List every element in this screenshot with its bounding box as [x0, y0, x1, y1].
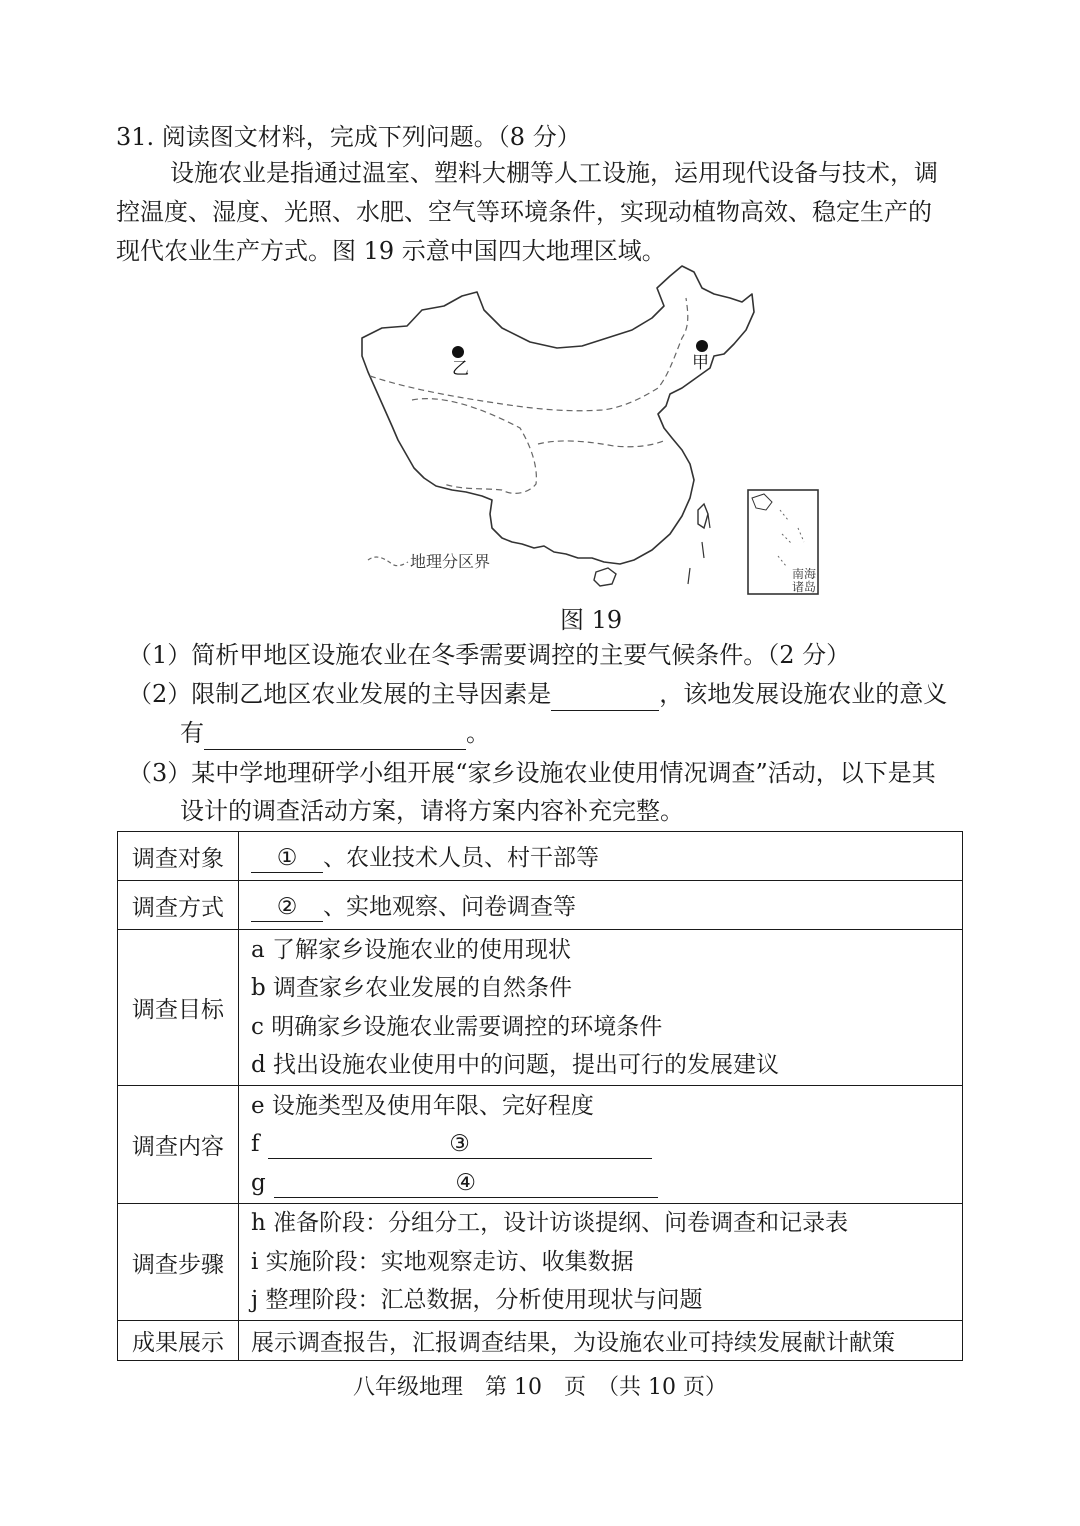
subquestion-2-part-a: （2）限制乙地区农业发展的主导因素是: [128, 680, 552, 708]
step-h: h 准备阶段：分组分工，设计访谈提纲、问卷调查和记录表: [251, 1210, 849, 1237]
point-yi-marker: [452, 346, 464, 358]
goal-a: a 了解家乡设施农业的使用现状: [251, 936, 572, 963]
table-row: [118, 832, 963, 881]
china-map: [352, 258, 822, 598]
table-row: [118, 1086, 963, 1204]
row-content: [239, 881, 963, 930]
inset-dashes: [778, 510, 804, 566]
row-text: 、实地观察、问卷调查等: [323, 894, 576, 920]
answer-blank-significance[interactable]: [204, 723, 466, 750]
goal-c: c 明确家乡设施农业需要调控的环境条件: [251, 1013, 663, 1040]
page-footer: 八年级地理 第 10 页 （共 10 页）: [353, 1375, 727, 1400]
answer-blank-2[interactable]: ②: [251, 893, 323, 922]
content-g: [251, 1164, 962, 1203]
answer-blank-4[interactable]: ④: [274, 1169, 658, 1198]
subquestion-2-part-c: 有: [180, 719, 204, 747]
row-label: 调查方式: [118, 881, 239, 930]
point-jia-label: 甲: [692, 353, 709, 373]
subquestion-1: （1）简析甲地区设施农业在冬季需要调控的主要气候条件。（2 分）: [128, 641, 851, 669]
subquestion-2-part-b: ，该地发展设施农业的意义: [659, 680, 948, 708]
legend-label: 地理分区界: [410, 552, 491, 571]
row-content: [239, 1204, 963, 1321]
answer-blank-1[interactable]: ①: [251, 844, 323, 873]
legend-dash-symbol: [368, 557, 408, 566]
table-row: [118, 1204, 963, 1321]
row-label: 调查内容: [118, 1086, 239, 1204]
content-g-prefix: g: [251, 1169, 266, 1196]
survey-plan-table: [117, 831, 963, 1361]
step-j: j 整理阶段：汇总数据，分析使用现状与问题: [251, 1287, 703, 1314]
china-map-figure: [352, 258, 822, 598]
row-content: 展示调查报告，汇报调查结果，为设施农业可持续发展献计献策: [239, 1321, 963, 1361]
point-jia-marker: [696, 340, 708, 352]
material-line-1: 设施农业是指通过温室、塑料大棚等人工设施，运用现代设备与技术，调: [170, 159, 938, 187]
subquestion-3: （3）某中学地理研学小组开展“家乡设施农业使用情况调查”活动，以下是其: [128, 759, 936, 787]
question-title: 31. 阅读图文材料，完成下列问题。（8 分）: [116, 123, 581, 151]
subquestion-2-part-d: 。: [466, 719, 490, 747]
row-label: 调查目标: [118, 930, 239, 1086]
point-yi-label: 乙: [452, 359, 469, 379]
goal-d: d 找出设施农业使用中的问题，提出可行的发展建议: [251, 1052, 780, 1078]
row-label: 成果展示: [118, 1321, 239, 1361]
subquestion-2-continued: [180, 716, 490, 750]
table-row: [118, 930, 963, 1086]
subquestion-3-continued: 设计的调查活动方案，请将方案内容补充完整。: [180, 797, 684, 825]
goal-b: b 调查家乡农业发展的自然条件: [251, 975, 573, 1001]
inset-label-line2: 诸岛: [792, 580, 817, 594]
region-boundary-south-north: [538, 440, 666, 447]
answer-blank-3[interactable]: ③: [268, 1130, 652, 1159]
figure-caption: 图 19: [560, 606, 623, 634]
content-e: e 设施类型及使用年限、完好程度: [251, 1092, 594, 1119]
row-content: [239, 930, 963, 1086]
content-f: [251, 1125, 962, 1164]
row-text: 、农业技术人员、村干部等: [323, 845, 599, 871]
row-content: [239, 832, 963, 881]
answer-blank-factor[interactable]: [551, 684, 659, 711]
material-line-2: 控温度、湿度、光照、水肥、空气等环境条件，实现动植物高效、稳定生产的: [116, 198, 932, 226]
material-line-3: 现代农业生产方式。图 19 示意中国四大地理区域。: [116, 237, 666, 265]
row-content: [239, 1086, 963, 1204]
row-label: 调查对象: [118, 832, 239, 881]
china-outline: [362, 266, 754, 564]
subquestion-2: [128, 677, 947, 711]
table-row: [118, 1321, 963, 1361]
table-row: [118, 881, 963, 930]
row-label: 调查步骤: [118, 1204, 239, 1321]
content-f-prefix: f: [251, 1131, 260, 1158]
inset-coast: [752, 494, 772, 510]
taiwan-island: [698, 504, 708, 528]
hainan-island: [594, 568, 616, 586]
step-i: i 实施阶段：实地观察走访、收集数据: [251, 1248, 634, 1275]
region-boundary-qinghai-tibet: [412, 399, 536, 494]
inset-label-line1: 南海: [792, 567, 817, 581]
